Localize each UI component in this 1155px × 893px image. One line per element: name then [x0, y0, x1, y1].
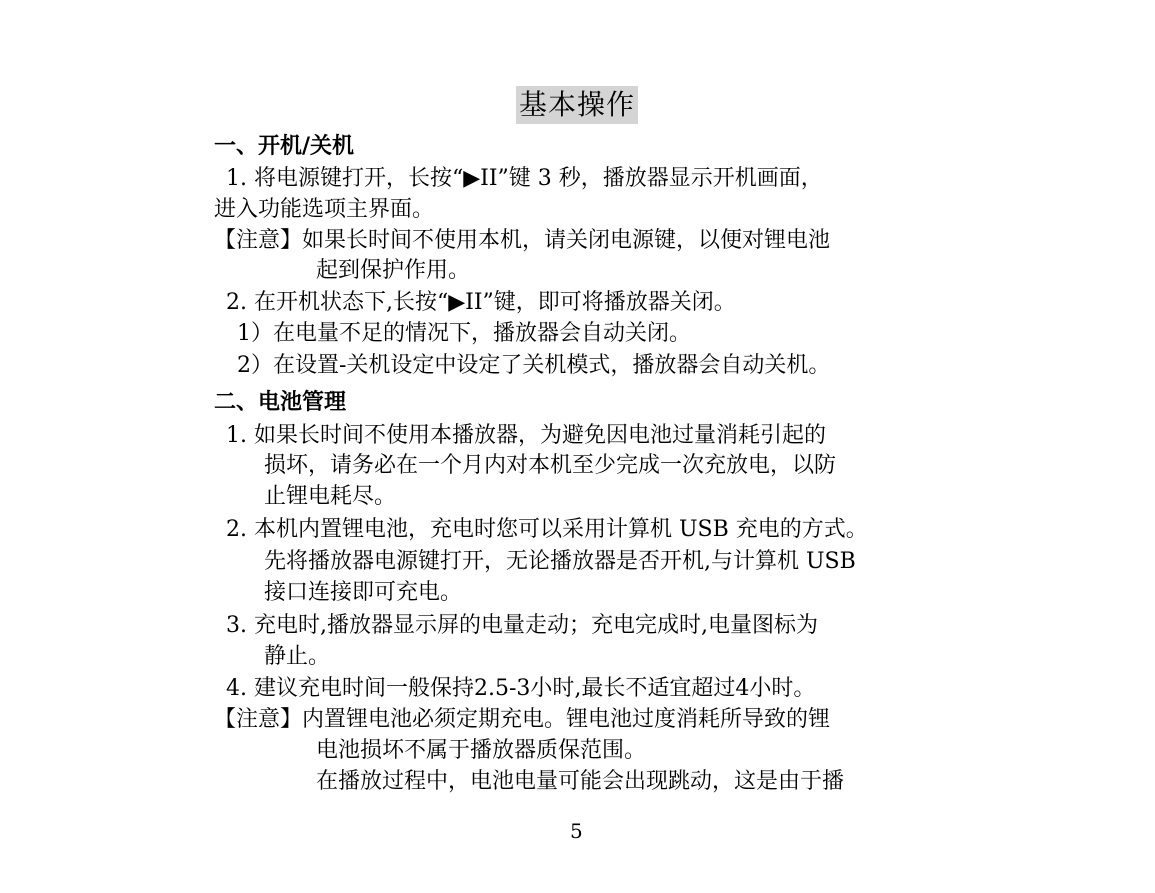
text-line: 2. 在开机状态下,长按“▶II”键，即可将播放器关闭。 [226, 290, 736, 315]
text-line: 损坏，请务必在一个月内对本机至少完成一次充放电，以防 [264, 453, 837, 478]
page-number: 5 [570, 819, 583, 843]
text-line: 2）在设置-关机设定中设定了关机模式，播放器会自动关机。 [237, 353, 831, 378]
text-line: 起到保护作用。 [316, 258, 471, 283]
text-line: 先将播放器电源键打开，无论播放器是否开机,与计算机 USB [264, 549, 856, 574]
note-line: 【注意】内置锂电池必须定期充电。锂电池过度消耗所导致的锂 [214, 707, 831, 732]
text-line: 止锂电耗尽。 [264, 484, 397, 509]
page-title: 基本操作 [516, 86, 638, 124]
text-line: 1. 将电源键打开，长按“▶II”键 3 秒，播放器显示开机画面， [226, 166, 823, 191]
text-line: 3. 充电时,播放器显示屏的电量走动；充电完成时,电量图标为 [226, 613, 818, 638]
text-line: 2. 本机内置锂电池，充电时您可以采用计算机 USB 充电的方式。 [226, 517, 868, 542]
text-line: 静止。 [264, 644, 331, 669]
text-line: 在播放过程中，电池电量可能会出现跳动，这是由于播 [316, 769, 845, 794]
text-line: 接口连接即可充电。 [264, 580, 463, 605]
text-line: 1. 如果长时间不使用本播放器，为避免因电池过量消耗引起的 [226, 423, 826, 448]
section-heading-battery: 二、电池管理 [214, 390, 347, 415]
section-heading-power: 一、开机/关机 [214, 134, 355, 159]
text-line: 电池损坏不属于播放器质保范围。 [316, 738, 647, 763]
note-line: 【注意】如果长时间不使用本机，请关闭电源键，以便对锂电池 [214, 228, 831, 253]
text-line: 4. 建议充电时间一般保持2.5-3小时,最长不适宜超过4小时。 [226, 676, 816, 701]
text-line: 进入功能选项主界面。 [214, 197, 435, 222]
text-line: 1）在电量不足的情况下，播放器会自动关闭。 [237, 321, 691, 346]
